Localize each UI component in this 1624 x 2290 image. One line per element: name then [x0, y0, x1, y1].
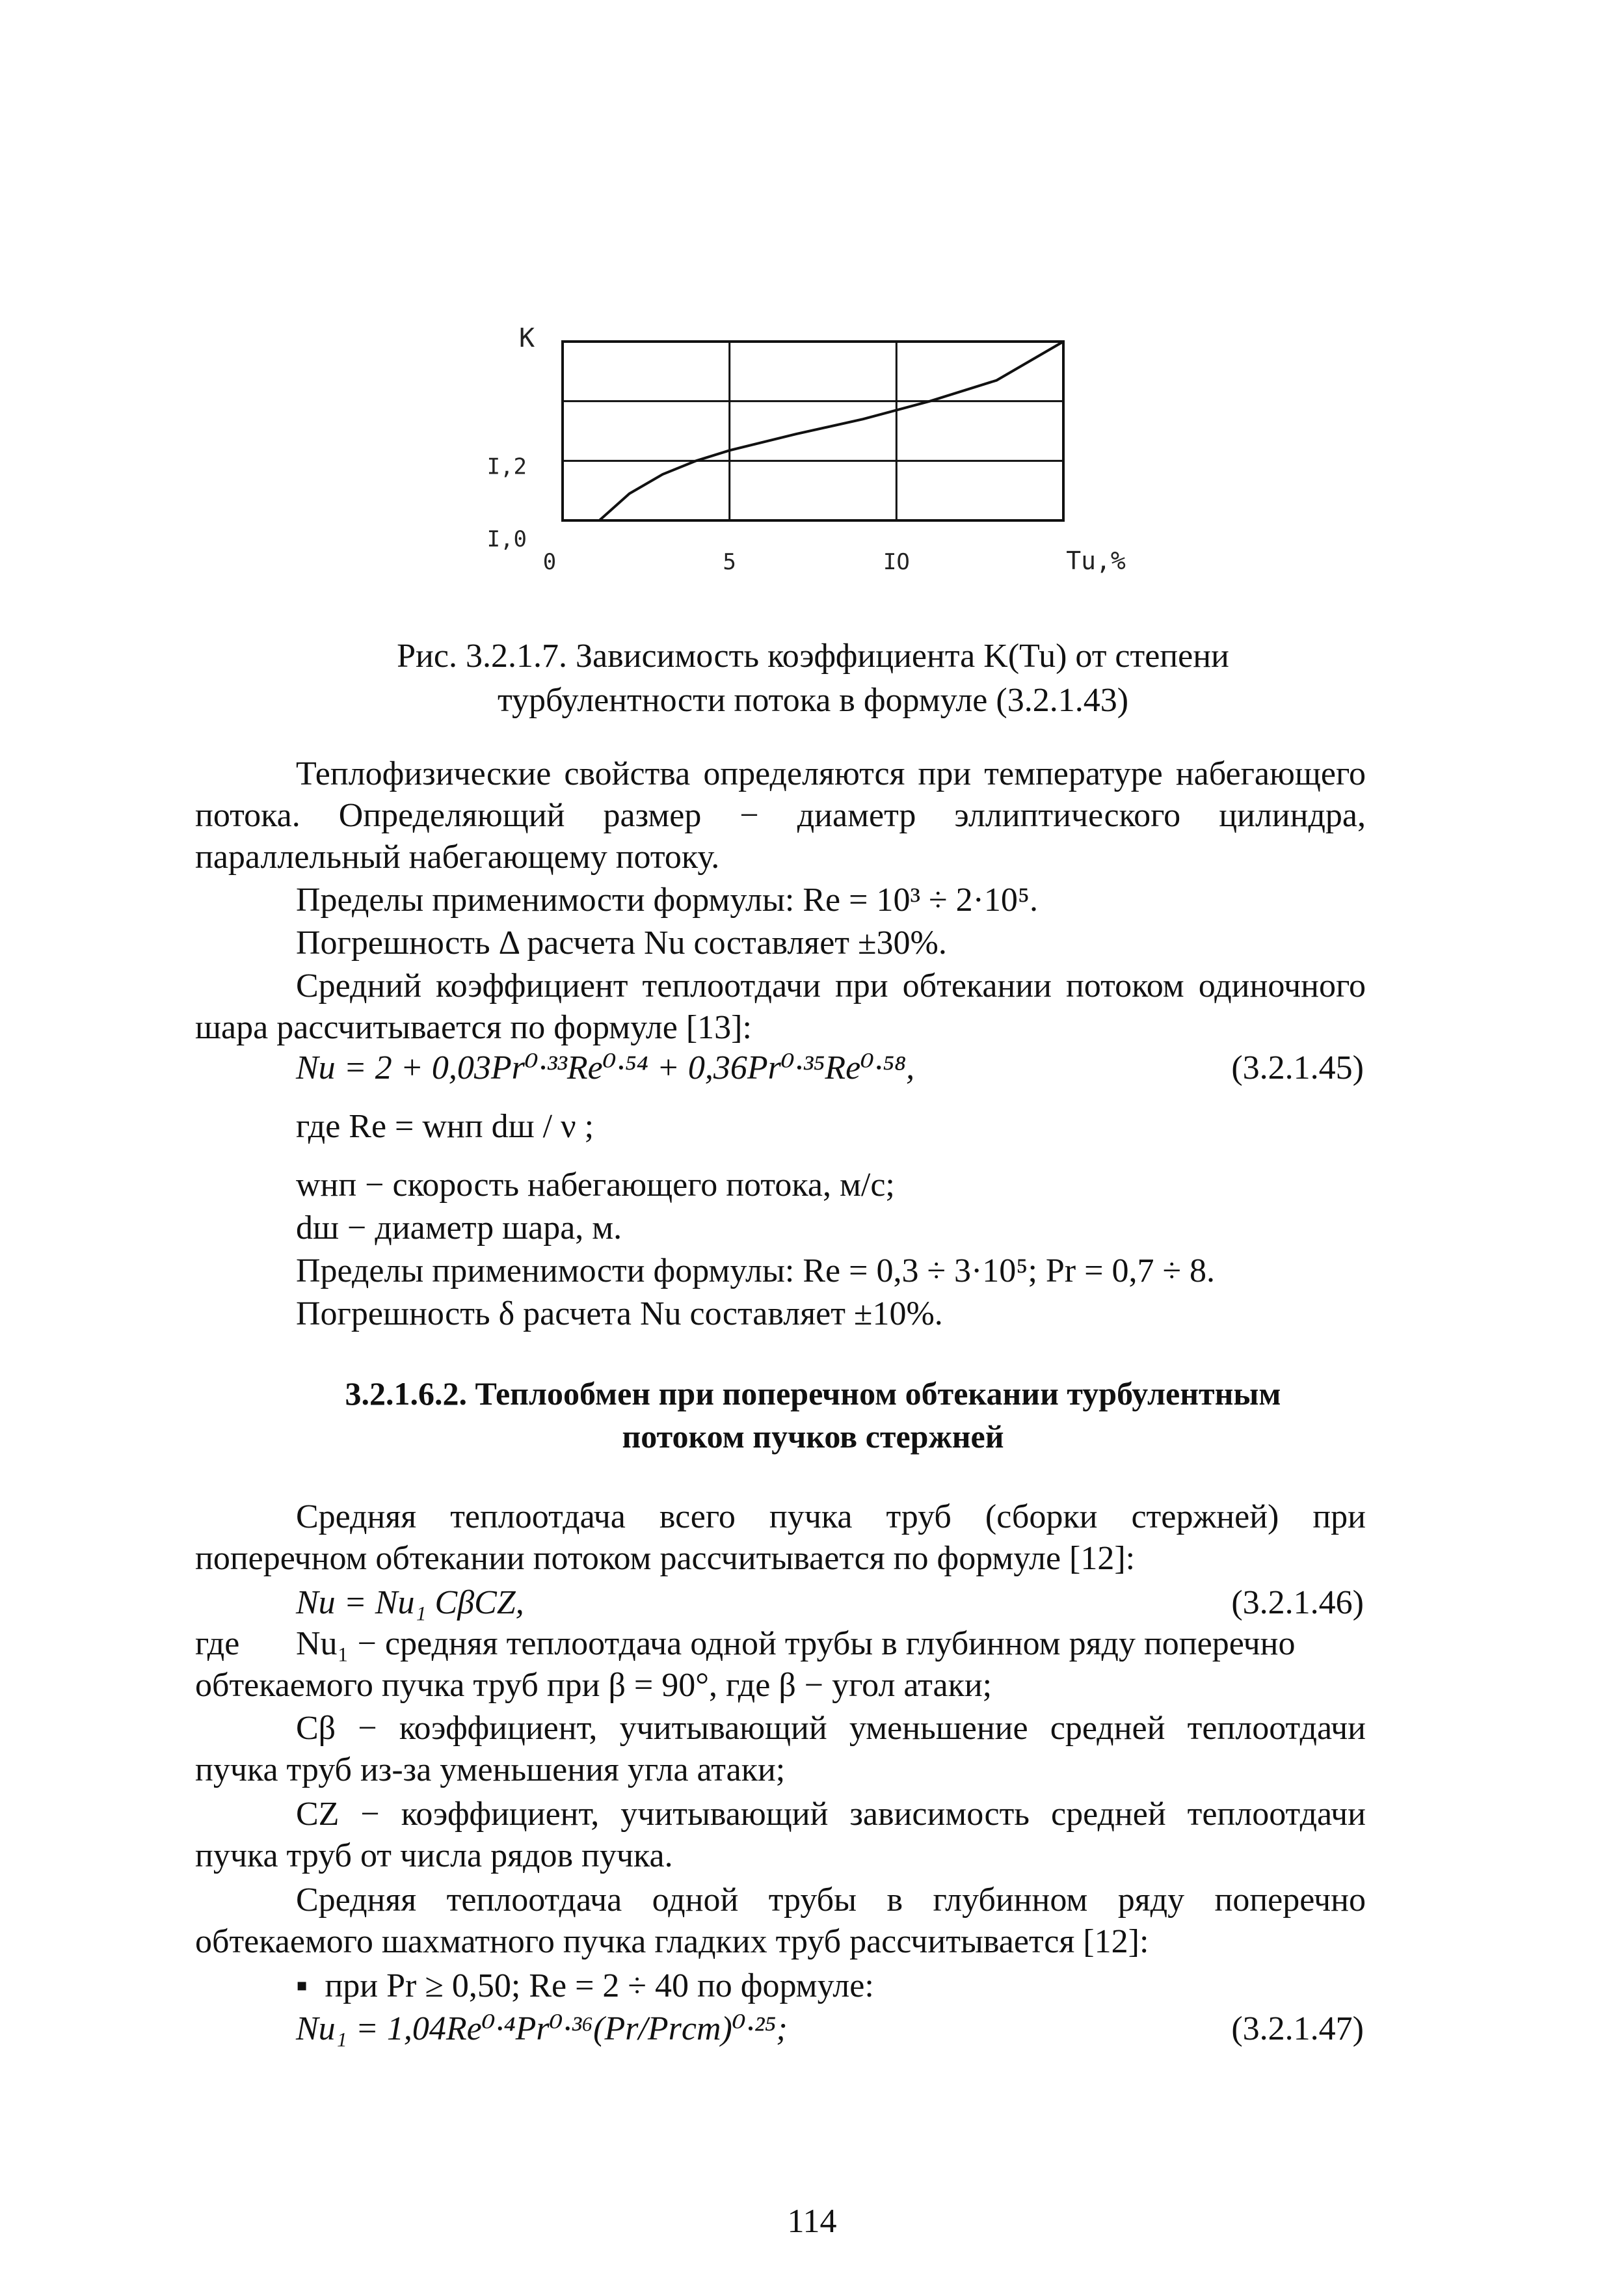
- paragraph-3: Погрешность Δ расчета Nu составляет ±30%.: [296, 924, 947, 962]
- paragraph-2: Пределы применимости формулы: Re = 10³ ÷ 2·10⁵.: [296, 882, 1039, 919]
- section-heading-line-2: потоком пучков стержней: [622, 1418, 1004, 1455]
- equation-number-45: (3.2.1.45): [1231, 1049, 1364, 1086]
- equation-3-2-1-46: Nu = Nu₁ CβCZ,: [296, 1584, 524, 1621]
- figure-caption-line-2: турбулентности потока в формуле (3.2.1.43): [497, 682, 1129, 719]
- cb-definition: Cβ − коэффициент, учитывающий уменьшение средней теплоотдачи пучка труб из-за уменьшения угла атаки;: [195, 1710, 1366, 1788]
- page-number: 114: [787, 2203, 837, 2240]
- paragraph-5: Пределы применимости формулы: Re = 0,3 ÷ 3·10⁵; Pr = 0,7 ÷ 8.: [296, 1252, 1215, 1289]
- paragraph-7: Средняя теплоотдача всего пучка труб (сборки стержней) при поперечном обтекании потоком рассчитывается по формуле [12]:: [195, 1498, 1366, 1577]
- chart-x-tick-label: 0: [542, 549, 557, 575]
- chart-y-axis-label: K: [518, 323, 535, 353]
- chart-x-tick-label: IO: [883, 549, 910, 575]
- section-heading-line-1: 3.2.1.6.2. Теплообмен при поперечном обтекании турбулентным: [345, 1375, 1281, 1412]
- bullet-marker: ▪: [296, 1967, 325, 2004]
- d-definition: dш − диаметр шара, м.: [296, 1209, 622, 1246]
- figure-caption-line-1: Рис. 3.2.1.7. Зависимость коэффициента K(Tu) от степени: [397, 638, 1229, 675]
- nu1-definition-line-2: обтекаемого пучка труб при β = 90°, где β − угол атаки;: [195, 1667, 992, 1704]
- chart-series-line: [600, 342, 1064, 520]
- chart-y-tick-label: I,2: [486, 453, 527, 480]
- re-definition: где Re = wнп dш / ν ;: [296, 1108, 594, 1145]
- chart-x-tick-label: 5: [723, 549, 736, 575]
- bullet-item: [296, 1965, 874, 2007]
- where-label: где: [195, 1625, 240, 1662]
- paragraph-1: Теплофизические свойства определяются при температуре набегающего потока. Определяющий размер − диаметр эллиптического цилиндра, параллельный набегающему потоку.: [195, 755, 1366, 876]
- w-definition: wнп − скорость набегающего потока, м/с;: [296, 1166, 895, 1204]
- equation-3-2-1-47: Nu₁ = 1,04Re⁰·⁴Pr⁰·³⁶(Pr/Prст)⁰·²⁵;: [296, 2010, 788, 2047]
- paragraph-6: Погрешность δ расчета Nu составляет ±10%.: [296, 1295, 943, 1332]
- cz-definition: CZ − коэффициент, учитывающий зависимость средней теплоотдачи пучка труб от числа рядов пучка.: [195, 1796, 1366, 1874]
- equation-number-47: (3.2.1.47): [1231, 2010, 1364, 2047]
- nu1-definition-line-1: Nu₁ − средняя теплоотдача одной трубы в глубинном ряду поперечно: [296, 1625, 1296, 1662]
- bullet-text: при Pr ≥ 0,50; Re = 2 ÷ 40 по формуле:: [325, 1967, 874, 2004]
- equation-number-46: (3.2.1.46): [1231, 1584, 1364, 1621]
- paragraph-4: Средний коэффициент теплоотдачи при обтекании потоком одиночного шара рассчитывается по формуле [13]:: [195, 967, 1366, 1046]
- equation-3-2-1-45: Nu = 2 + 0,03Pr⁰·³³Re⁰·⁵⁴ + 0,36Pr⁰·³⁵Re⁰·⁵⁸,: [296, 1049, 915, 1086]
- chart-y-tick-label: I,0: [486, 526, 527, 552]
- k-vs-tu-chart: [416, 312, 1145, 586]
- chart-x-axis-label: Tu,%: [1066, 546, 1126, 575]
- paragraph-8: Средняя теплоотдача одной трубы в глубинном ряду поперечно обтекаемого шахматного пучка гладких труб рассчитывается [12]:: [195, 1881, 1366, 1960]
